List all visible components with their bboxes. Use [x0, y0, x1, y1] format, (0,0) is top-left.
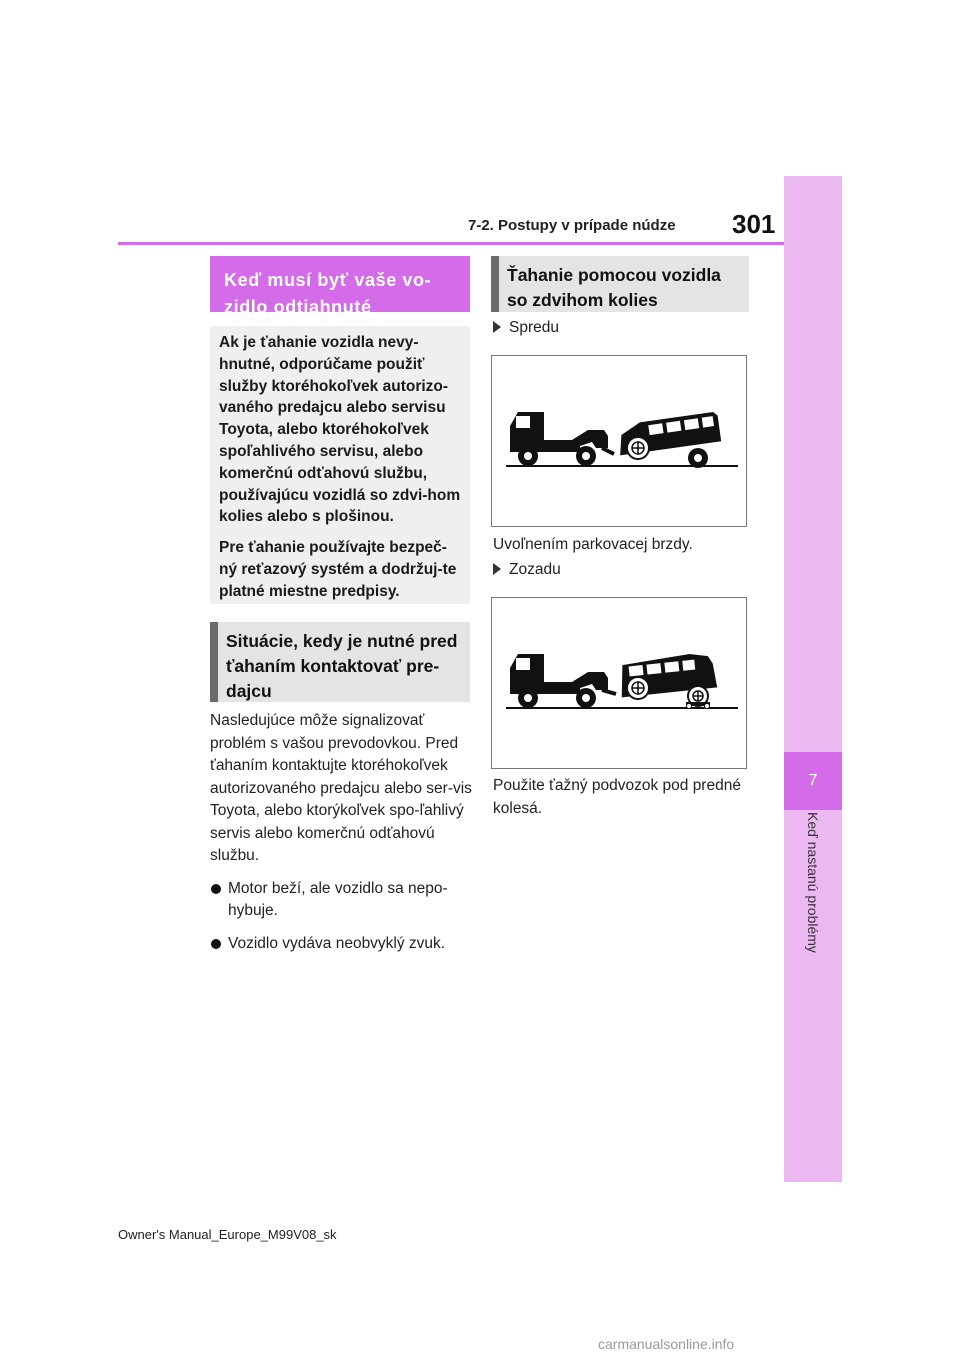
heading-situations: Situácie, kedy je nutné pred ťahaním kontaktovať pre-dajcu	[210, 622, 470, 702]
list-item-text: Vozidlo vydáva neobvyklý zvuk.	[228, 934, 446, 952]
list-item-text: Motor beží, ale vozidlo sa nepo-hybuje.	[228, 879, 448, 919]
triangle-bullet-icon	[493, 563, 501, 575]
heading-towing: Keď musí byť vaše vo-zidlo odtiahnuté	[210, 256, 470, 312]
bullet-icon	[211, 939, 221, 949]
figure-rear-tow	[491, 597, 747, 769]
situations-body	[210, 710, 472, 965]
note-paragraph-1: Ak je ťahanie vozidla nevy-hnutné, odporúčame použiť služby ktoréhokoľvek autorizo-vaného predajcu alebo servisu Toyota, alebo ktoréhokoľvek spoľahlivého servisu, alebo komerčnú odťahovú službu, používajúcu vozidlá so zdvi-hom kolies alebo s plošinou.	[219, 334, 461, 526]
note-paragraph-2: Pre ťahanie používajte bezpeč-ný reťazový systém a dodržuj-te platné miestne predpisy.	[219, 539, 457, 600]
subheading-rear-text: Zozadu	[509, 561, 561, 578]
subheading-front-text: Spredu	[509, 319, 559, 336]
bullet-icon	[211, 884, 221, 894]
subheading-front	[493, 319, 559, 337]
tow-truck-front-illustration	[492, 356, 746, 526]
header-rule	[118, 242, 784, 245]
triangle-bullet-icon	[493, 321, 501, 333]
figure-front-tow	[491, 355, 747, 527]
situations-list	[210, 878, 472, 956]
list-item	[210, 878, 472, 923]
list-item	[210, 933, 472, 956]
footer-manual-id: Owner's Manual_Europe_M99V08_sk	[118, 1227, 337, 1242]
watermark[interactable]: carmanualsonline.info	[598, 1336, 735, 1352]
section-title: 7-2. Postupy v prípade núdze	[468, 217, 676, 234]
chapter-title-vertical	[784, 812, 842, 982]
caption-front: Uvoľnením parkovacej brzdy.	[493, 536, 693, 553]
heading-wheel-lift: Ťahanie pomocou vozidla so zdvihom kolies	[491, 256, 749, 312]
caption-rear: Použite ťažný podvozok pod predné kolesá.	[493, 777, 741, 817]
chapter-number-tab[interactable]: 7	[784, 752, 842, 810]
chapter-title-text: Keď nastanú problémy	[805, 812, 821, 953]
situations-paragraph: Nasledujúce môže signalizovať problém s vašou prevodovkou. Pred ťahaním kontaktujte ktoréhokoľvek autorizovaného predajcu alebo ser-vis Toyota, alebo ktorýkoľvek spo-ľahlivý servis alebo komerčnú odťahovú službu.	[210, 712, 472, 864]
subheading-rear	[493, 561, 561, 579]
chapter-side-tab	[784, 176, 842, 1182]
tow-truck-rear-illustration	[492, 598, 746, 768]
note-box	[210, 326, 470, 604]
page-number: 301	[732, 209, 776, 239]
